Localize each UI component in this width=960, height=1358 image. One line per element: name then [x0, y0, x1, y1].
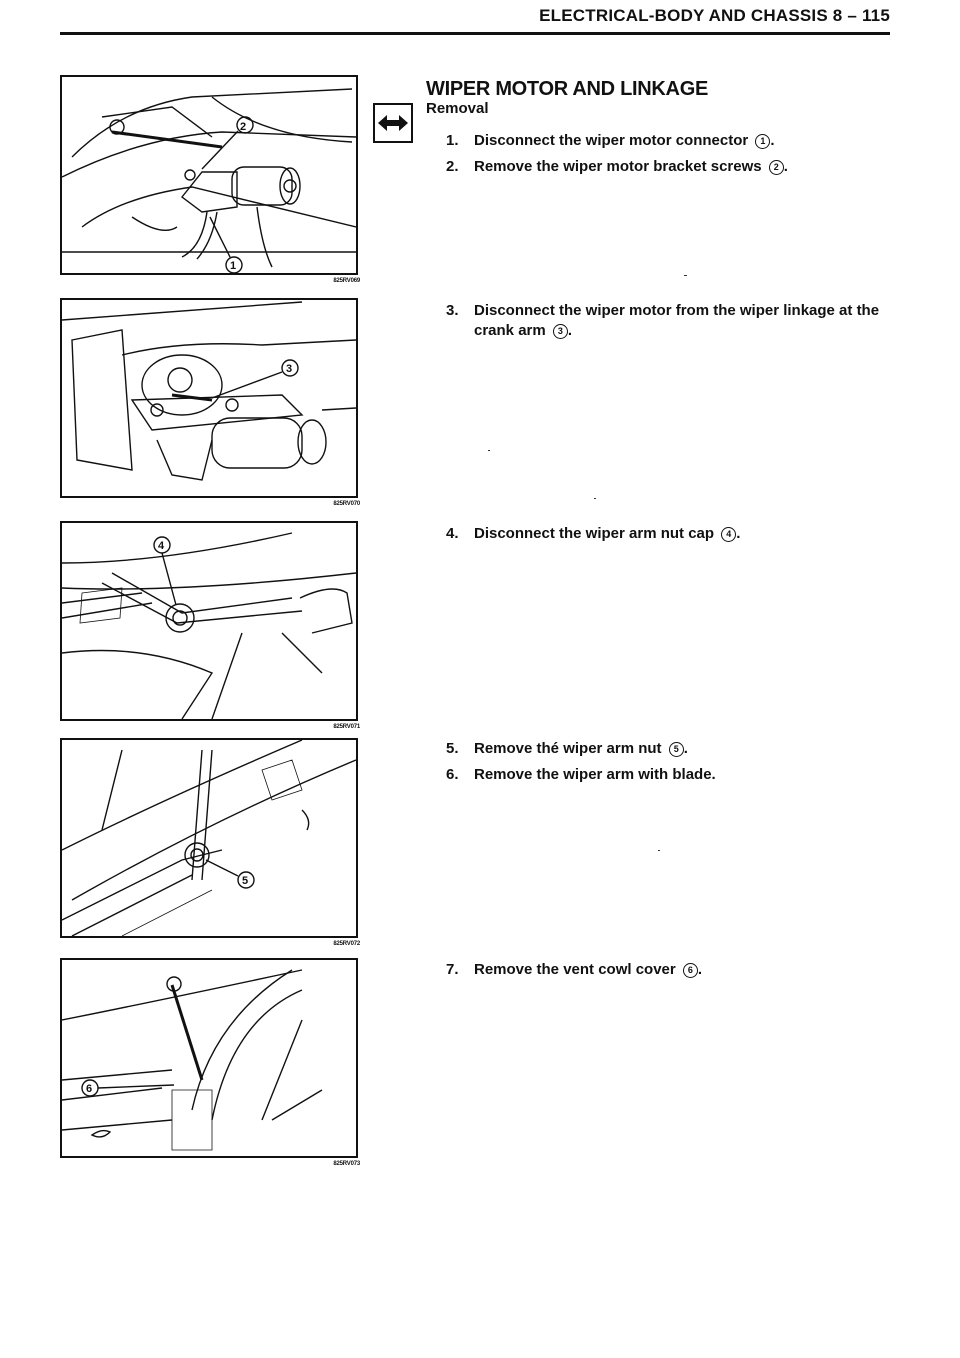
step-number: 5.: [446, 740, 459, 757]
section-subtitle: Removal: [426, 100, 489, 117]
callout-5-label: 5: [242, 875, 249, 887]
removal-arrows-icon: [373, 103, 413, 143]
step-text: Remove the vent cowl cover: [474, 961, 676, 978]
page-header-title: ELECTRICAL-BODY AND CHASSIS 8 – 115: [539, 6, 890, 25]
figure-code: 825RV070: [333, 501, 360, 507]
figure-vent-cowl-cover: [60, 958, 358, 1158]
step-text: Disconnect the wiper motor connector: [474, 132, 749, 149]
callout-ref: 6: [683, 963, 698, 978]
header-rule: [60, 32, 890, 35]
figure-code: 825RV073: [333, 1161, 360, 1167]
callout-ref: 2: [769, 160, 784, 175]
callout-ref: 4: [721, 527, 736, 542]
step-6: [446, 765, 886, 785]
step-number: 6.: [446, 766, 459, 783]
callout-3-label: 3: [286, 363, 293, 375]
callout-ref: 5: [669, 742, 684, 757]
scan-speck: [658, 850, 660, 851]
section-title: WIPER MOTOR AND LINKAGE: [426, 78, 708, 100]
figure-code: 825RV071: [333, 724, 360, 730]
figure-wiper-motor-connector: [60, 75, 358, 275]
callout-ref: 3: [553, 324, 568, 339]
step-7: 7. Remove the vent cowl cover 6 .: [446, 961, 703, 978]
figure-code: 825RV072: [333, 941, 360, 947]
figure-wiper-arm-nut-cap: [60, 521, 358, 721]
step-text: Remove the wiper arm with blade.: [474, 766, 716, 783]
figure-wiper-arm-nut: [60, 738, 358, 938]
callout-1-label: 1: [230, 260, 237, 272]
callout-6-label: 6: [86, 1083, 93, 1095]
scan-speck: [594, 498, 596, 499]
figure-code: 825RV069: [333, 278, 360, 284]
scan-speck: [684, 275, 687, 276]
step-text: Disconnect the wiper arm nut cap: [474, 525, 715, 542]
step-text: Remove thé wiper arm nut: [474, 740, 662, 757]
figure-crank-arm: [60, 298, 358, 498]
step-number: 2.: [446, 158, 459, 175]
step-5: 5. Remove thé wiper arm nut 5 .: [446, 740, 688, 757]
step-4: 4. Disconnect the wiper arm nut cap 4 .: [446, 525, 741, 542]
step-number: 7.: [446, 961, 459, 978]
step-1: 1. Disconnect the wiper motor connector 1 .: [446, 132, 775, 149]
scan-speck: [488, 450, 490, 451]
step-number: 4.: [446, 525, 459, 542]
step-2: 2. Remove the wiper motor bracket screws 2 .: [446, 158, 788, 175]
callout-2-label: 2: [240, 121, 247, 133]
step-number: 3.: [446, 302, 459, 319]
step-number: 1.: [446, 132, 459, 149]
callout-ref: 1: [755, 134, 770, 149]
step-text: Remove the wiper motor bracket screws: [474, 158, 762, 175]
step-text: Disconnect the wiper motor from the wiper linkage at the crank arm: [474, 302, 880, 339]
step-3: 3. Disconnect the wiper motor from the wiper linkage at the crank arm 3 .: [446, 302, 880, 339]
callout-4-label: 4: [158, 540, 165, 552]
